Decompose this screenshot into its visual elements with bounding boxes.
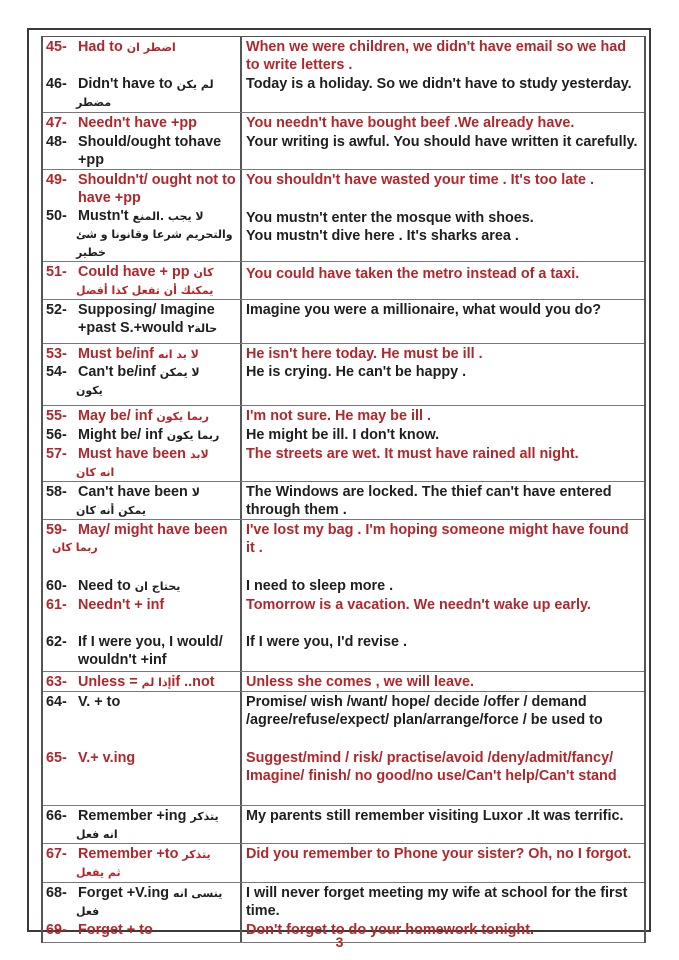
arabic-meaning: لا: [191, 486, 200, 499]
arabic-meaning: يمكنك أن تفعل كذا أفضل: [76, 284, 214, 297]
arabic-meaning: ينسى انه: [173, 887, 223, 900]
row-number: 67-: [46, 846, 67, 862]
row-number: 61-: [46, 597, 67, 613]
grammar-term: Needn't have +pp: [78, 115, 197, 131]
grammar-term: Can't have been: [78, 484, 188, 500]
grammar-term: Forget +V.ing: [78, 885, 170, 901]
row-number: 51-: [46, 264, 67, 280]
table-row: [43, 883, 644, 920]
table-row: [43, 406, 644, 425]
example-sentence: The streets are wet. It must have rained all night.: [246, 446, 579, 462]
example-sentence: You could have taken the metro instead of a taxi.: [246, 266, 580, 282]
table-row: [43, 672, 644, 692]
table-row: [43, 37, 644, 74]
table-row: [43, 748, 644, 806]
example-sentence: Did you remember to Phone your sister? Oh, no I forgot.: [246, 846, 632, 862]
row-number: 58-: [46, 484, 67, 500]
arabic-meaning: انه كان: [76, 466, 115, 479]
table-row: [43, 262, 644, 300]
row-number: 46-: [46, 76, 67, 92]
row-number: 63-: [46, 674, 67, 690]
table-row: [43, 444, 644, 482]
grammar-term: Supposing/ Imagine +past S.+would: [78, 302, 215, 336]
arabic-meaning: كان: [193, 266, 214, 279]
row-number: 48-: [46, 134, 67, 150]
example-sentence: The Windows are locked. The thief can't have entered through them .: [246, 484, 612, 518]
grammar-term: V.+ v.ing: [78, 750, 136, 766]
row-number: 47-: [46, 115, 67, 131]
grammar-term: Had to: [78, 39, 123, 55]
example-sentence: You needn't have bought beef .We already have.: [246, 115, 575, 131]
table-row: [43, 425, 644, 444]
table-row: [43, 482, 644, 520]
grammar-term: Can't be/inf: [78, 364, 156, 380]
row-number: 55-: [46, 408, 67, 424]
table-row: [43, 300, 644, 344]
table-row: [43, 692, 644, 748]
arabic-meaning: اضطر ان: [126, 41, 176, 54]
row-number: 65-: [46, 750, 67, 766]
table-row: [43, 844, 644, 883]
table-row: [43, 576, 644, 595]
table-row: [43, 520, 644, 576]
example-sentence: Promise/ wish /want/ hope/ decide /offer / demand /agree/refuse/expect/ plan/arrange/force / be used to: [246, 694, 603, 728]
row-number: 50-: [46, 208, 67, 224]
arabic-meaning: لابد: [189, 448, 209, 461]
example-sentence: I will never forget meeting my wife at school for the first time.: [246, 885, 628, 919]
example-sentence: When we were children, we didn't have email so we had to write letters .: [246, 39, 627, 73]
example-sentence: Unless she comes , we will leave.: [246, 674, 474, 690]
arabic-meaning: يمكن أنه كان: [76, 504, 146, 517]
arabic-meaning: فعل: [76, 905, 100, 918]
table-row: [43, 132, 644, 170]
grammar-term: if ..not: [171, 674, 215, 690]
grammar-term: If I were you, I would/ wouldn't +inf: [78, 634, 223, 668]
row-number: 49-: [46, 172, 67, 188]
row-number: 59-: [46, 522, 67, 538]
arabic-meaning: ربما يكون: [166, 429, 220, 442]
arabic-meaning: لا يمكن: [159, 366, 200, 379]
grammar-term: Forget + to: [78, 922, 153, 938]
arabic-meaning: والتحريم شرعا وقانونا و شئ خطير: [76, 228, 233, 259]
example-sentence: My parents still remember visiting Luxor .It was terrific.: [246, 808, 624, 824]
table-row: [43, 170, 644, 206]
row-number: 66-: [46, 808, 67, 824]
example-sentence: Tomorrow is a vacation. We needn't wake up early.: [246, 597, 591, 613]
row-number: 54-: [46, 364, 67, 380]
arabic-meaning: يتذكر: [190, 810, 219, 823]
arabic-meaning: يكون: [76, 384, 103, 397]
arabic-meaning: مضطر: [76, 96, 112, 109]
grammar-term: Could have + pp: [78, 264, 190, 280]
example-sentence: Today is a holiday. So we didn't have to study yesterday.: [246, 76, 632, 92]
grammar-term: Need to: [78, 578, 131, 594]
example-sentence: Your writing is awful. You should have written it carefully.: [246, 134, 638, 150]
grammar-term: May/ might have been: [78, 522, 228, 538]
page-number: 3: [335, 934, 344, 950]
table-row: [43, 206, 644, 262]
table-row: [43, 74, 644, 113]
row-number: 69-: [46, 922, 67, 938]
arabic-meaning: ثم يفعل: [76, 866, 121, 879]
grammar-term: Shouldn't/ ought not to have +pp: [78, 172, 236, 206]
grammar-term: Should/ought tohave +pp: [78, 134, 222, 168]
arabic-meaning: انه فعل: [76, 828, 118, 841]
example-sentence: I've lost my bag . I'm hoping someone might have found it .: [246, 522, 629, 556]
example-sentence: Suggest/mind / risk/ practise/avoid /deny/admit/fancy/ Imagine/ finish/ no good/no use/Can't help/Can't stand: [246, 750, 617, 784]
row-number: 52-: [46, 302, 67, 318]
example-sentence: Don't forget to do your homework tonight.: [246, 922, 535, 938]
row-number: 60-: [46, 578, 67, 594]
example-sentence: He isn't here today. He must be ill .: [246, 346, 483, 362]
example-sentence: He is crying. He can't be happy .: [246, 364, 467, 380]
row-number: 62-: [46, 634, 67, 650]
row-number: 53-: [46, 346, 67, 362]
arabic-meaning: لم يكن: [176, 78, 214, 91]
arabic-meaning: يحتاج ان: [134, 580, 181, 593]
grammar-term: Unless =: [78, 674, 138, 690]
grammar-table: [41, 36, 646, 943]
grammar-term: Must be/inf: [78, 346, 154, 362]
table-row: [43, 595, 644, 632]
row-number: 64-: [46, 694, 67, 710]
row-number: 68-: [46, 885, 67, 901]
example-sentence: You shouldn't have wasted your time . It's too late .: [246, 172, 595, 188]
grammar-term: Mustn't: [78, 208, 129, 224]
grammar-term: Must have been: [78, 446, 186, 462]
example-sentence: I'm not sure. He may be ill .: [246, 408, 431, 424]
example-sentence: I need to sleep more .: [246, 578, 394, 594]
row-number: 45-: [46, 39, 67, 55]
table-row: [43, 113, 644, 132]
grammar-term: May be/ inf: [78, 408, 153, 424]
arabic-meaning: إذا لم: [141, 676, 172, 689]
grammar-term: Didn't have to: [78, 76, 173, 92]
arabic-meaning: ربما كان: [52, 541, 98, 554]
table-row: [43, 806, 644, 844]
arabic-meaning: ربما يكون: [156, 410, 209, 423]
example-sentence: You mustn't dive here . It's sharks area .: [246, 228, 519, 244]
grammar-term: Might be/ inf: [78, 427, 163, 443]
example-sentence: If I were you, I'd revise .: [246, 634, 407, 650]
table-row: [43, 344, 644, 362]
arabic-meaning: لا بد انه: [157, 348, 199, 361]
table-row: [43, 632, 644, 672]
grammar-term: Needn't + inf: [78, 597, 165, 613]
example-sentence: You mustn't enter the mosque with shoes.: [246, 210, 534, 226]
row-number: 57-: [46, 446, 67, 462]
row-number: 56-: [46, 427, 67, 443]
example-sentence: Imagine you were a millionaire, what would you do?: [246, 302, 602, 318]
arabic-meaning: حالة٢: [187, 322, 218, 335]
table-row: [43, 362, 644, 406]
example-sentence: He might be ill. I don't know.: [246, 427, 440, 443]
grammar-term: Remember +to: [78, 846, 179, 862]
arabic-meaning: يتذكر: [182, 848, 211, 861]
grammar-term: Remember +ing: [78, 808, 187, 824]
arabic-meaning: لا يجب .المنع: [132, 210, 204, 223]
grammar-term: V. + to: [78, 694, 121, 710]
